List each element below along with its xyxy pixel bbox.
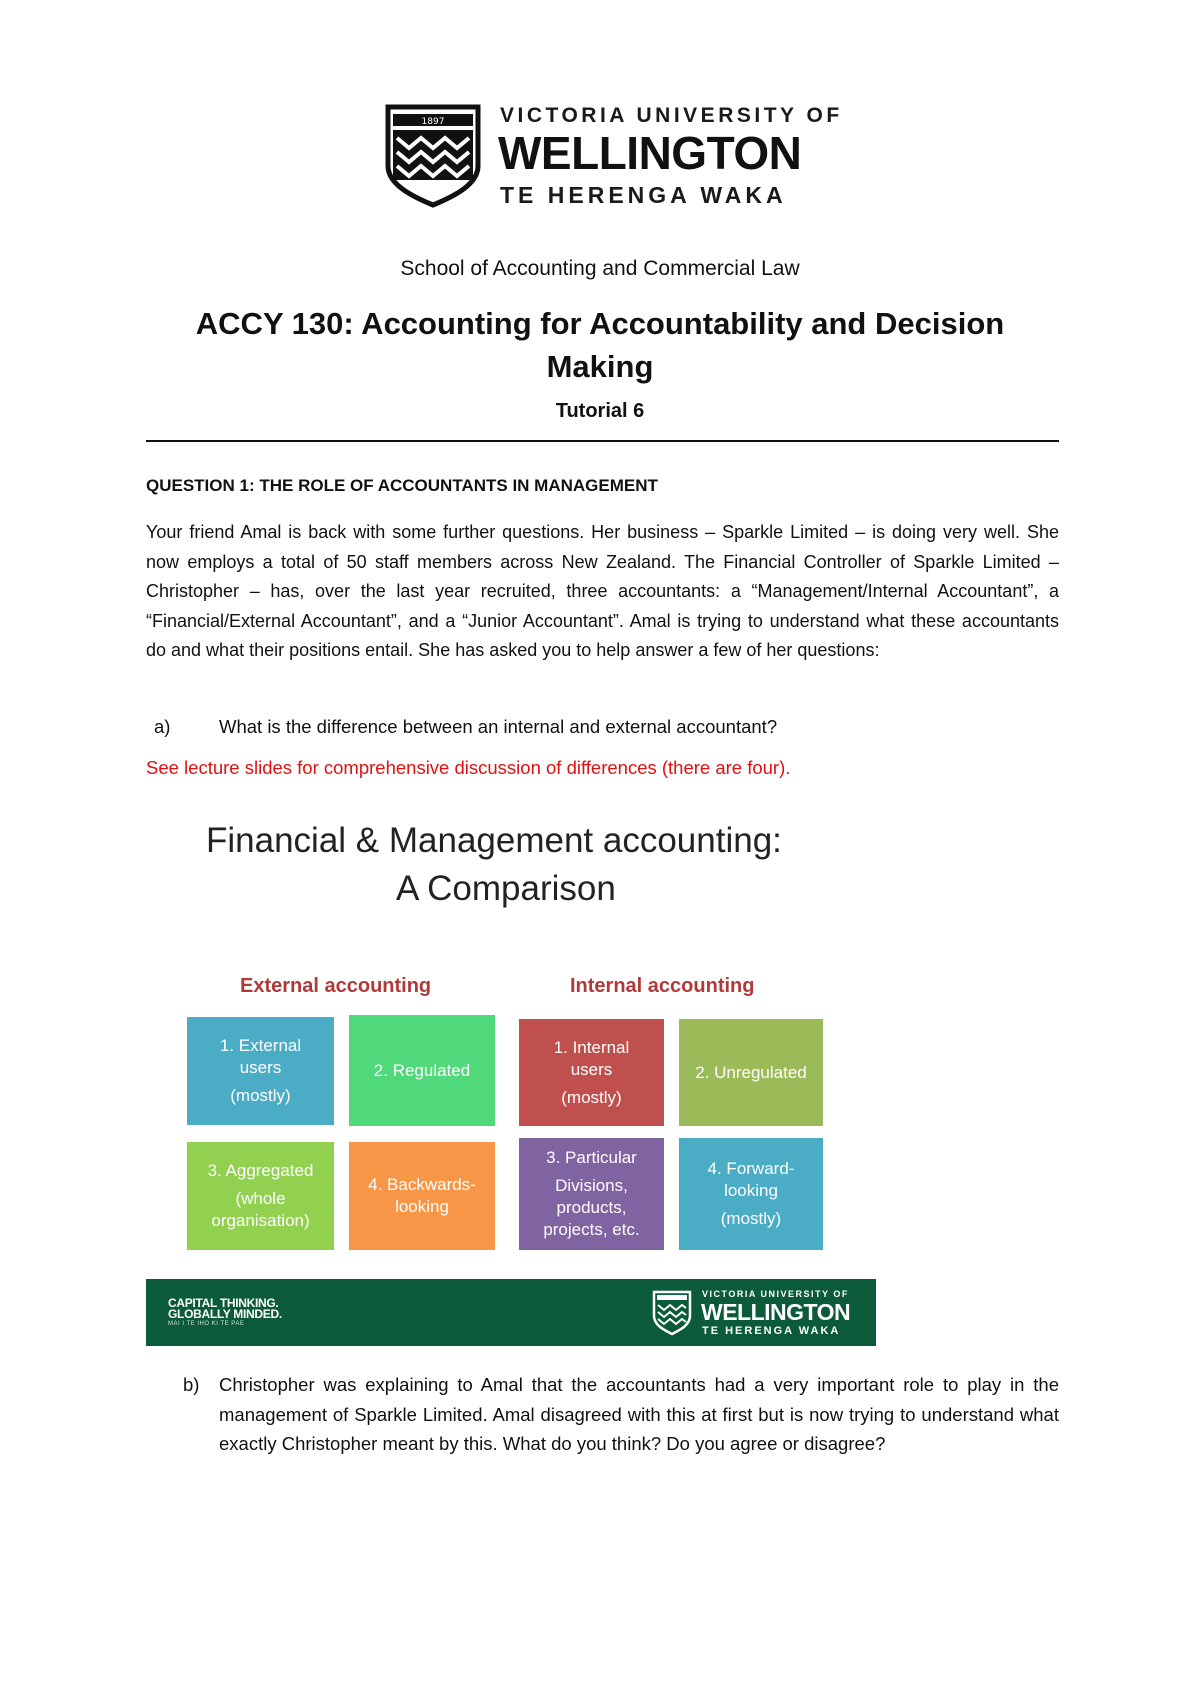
- internal-accounting-heading: Internal accounting: [570, 975, 755, 997]
- external-box-2: 2. Regulated: [349, 1015, 495, 1126]
- part-a-letter: a): [154, 716, 171, 737]
- external-box-4: 4. Backwards- looking: [349, 1142, 495, 1250]
- external-accounting-heading: External accounting: [240, 975, 432, 997]
- external-box-3: 3. Aggregated (whole organisation): [187, 1142, 334, 1250]
- internal-box-3: 3. Particular Divisions, products, projects, etc.: [519, 1138, 664, 1250]
- banner-uni-line3: TE HERENGA WAKA: [702, 1325, 841, 1337]
- banner-tagline-maori: MAI I TE IHO KI TE PAE: [168, 1321, 245, 1327]
- internal-box-2: 2. Unregulated: [679, 1019, 823, 1126]
- question-heading: QUESTION 1: THE ROLE OF ACCOUNTANTS IN MANAGEMENT: [146, 476, 658, 495]
- external-box-1: 1. External users (mostly): [187, 1017, 334, 1125]
- banner-tagline: CAPITAL THINKING. GLOBALLY MINDED.: [168, 1296, 282, 1321]
- logo-line3: TE HERENGA WAKA: [500, 182, 787, 208]
- slide-title-line1: Financial & Management accounting:: [206, 821, 782, 860]
- question-body: Your friend Amal is back with some further questions. Her business – Sparkle Limited – is doing very well. She now employs a total of 50 staff members across New Zealand. The Financial Controller of Sparkle Limited – Christopher – has, over the last year recruited, three accountants: a “Management/Internal Accountant”, a “Financial/External Accountant”, and a “Junior Accountant”. Amal is trying to understand what these accountants do and what their positions entail. She has asked you to help answer a few of her questions:: [146, 522, 1059, 660]
- part-b-letter: b): [183, 1374, 200, 1395]
- part-a-text: What is the difference between an internal and external accountant?: [219, 716, 778, 737]
- header-divider: [146, 440, 1059, 442]
- internal-box-1: 1. Internal users (mostly): [519, 1019, 664, 1126]
- university-crest-icon: [385, 104, 481, 208]
- course-title: ACCY 130: Accounting for Accountability and Decision Making: [195, 306, 1005, 384]
- university-logo: [385, 104, 843, 210]
- banner-crest-icon: [652, 1290, 692, 1336]
- school-name: School of Accounting and Commercial Law: [400, 257, 800, 280]
- logo-line1: VICTORIA UNIVERSITY OF: [500, 104, 843, 127]
- slide-footer-banner: [146, 1279, 876, 1346]
- logo-line2: WELLINGTON: [498, 127, 802, 179]
- banner-uni-line2: WELLINGTON: [701, 1299, 851, 1325]
- part-b-text: Christopher was explaining to Amal that the accountants had a very important role to play in the management of Sparkle Limited. Amal disagreed with this at first but is now trying to understand what exactly Christopher meant by this. What do you think? Do you agree or disagree?: [219, 1374, 1059, 1454]
- comparison-slide: [146, 805, 876, 1345]
- answer-a: See lecture slides for comprehensive discussion of differences (there are four).: [146, 757, 791, 778]
- banner-uni-line1: VICTORIA UNIVERSITY OF: [702, 1289, 849, 1299]
- slide-title-line2: A Comparison: [396, 869, 616, 908]
- internal-box-4: 4. Forward- looking (mostly): [679, 1138, 823, 1250]
- svg-text:1897: 1897: [421, 117, 445, 127]
- tutorial-label: Tutorial 6: [555, 400, 645, 422]
